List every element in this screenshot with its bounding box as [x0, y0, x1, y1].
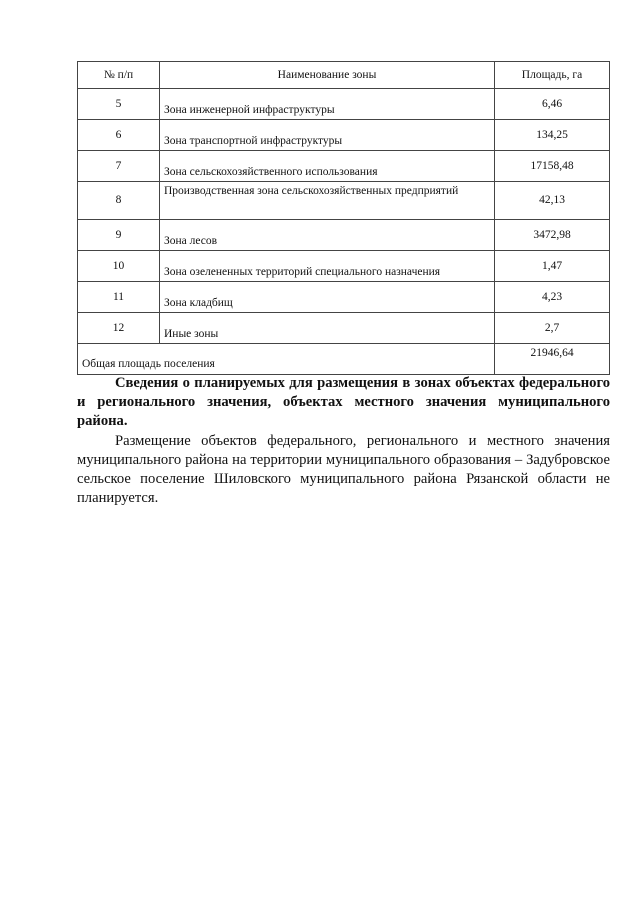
row-num: 10	[78, 251, 160, 282]
row-num: 11	[78, 282, 160, 313]
row-name: Зона кладбищ	[160, 282, 495, 313]
table-row	[78, 120, 610, 151]
row-name: Производственная зона сельскохозяйственных предприятий	[160, 182, 495, 220]
row-area: 42,13	[495, 182, 610, 220]
row-area: 2,7	[495, 313, 610, 344]
table-row	[78, 282, 610, 313]
row-num: 12	[78, 313, 160, 344]
body-text	[77, 374, 610, 508]
total-label: Общая площадь поселения	[78, 344, 495, 375]
table-row	[78, 182, 610, 220]
table-row	[78, 251, 610, 282]
header-name: Наименование зоны	[160, 62, 495, 89]
row-area: 6,46	[495, 89, 610, 120]
table-row	[78, 151, 610, 182]
row-area: 4,23	[495, 282, 610, 313]
row-num: 7	[78, 151, 160, 182]
zones-table	[77, 61, 610, 375]
row-num: 9	[78, 220, 160, 251]
row-name: Зона сельскохозяйственного использования	[160, 151, 495, 182]
row-name: Зона озелененных территорий специального назначения	[160, 251, 495, 282]
total-area: 21946,64	[495, 344, 610, 375]
header-num: № п/п	[78, 62, 160, 89]
row-num: 5	[78, 89, 160, 120]
row-name: Зона инженерной инфраструктуры	[160, 89, 495, 120]
row-area: 1,47	[495, 251, 610, 282]
table-total-row	[78, 344, 610, 375]
table-row	[78, 220, 610, 251]
body-paragraph: Размещение объектов федерального, регионального и местного значения муниципального района на территории муниципального образования – Задубровское сельское поселение Шиловского муниципального района Рязанской области не планируется.	[77, 432, 610, 507]
table-row	[78, 89, 610, 120]
row-name: Зона лесов	[160, 220, 495, 251]
row-name: Зона транспортной инфраструктуры	[160, 120, 495, 151]
table-header-row	[78, 62, 610, 89]
header-area: Площадь, га	[495, 62, 610, 89]
row-num: 8	[78, 182, 160, 220]
table-row	[78, 313, 610, 344]
row-area: 3472,98	[495, 220, 610, 251]
section-heading: Сведения о планируемых для размещения в зонах объектах федерального и регионального значения, объектах местного значения муниципального района.	[77, 375, 610, 430]
row-area: 17158,48	[495, 151, 610, 182]
row-num: 6	[78, 120, 160, 151]
row-area: 134,25	[495, 120, 610, 151]
row-name: Иные зоны	[160, 313, 495, 344]
